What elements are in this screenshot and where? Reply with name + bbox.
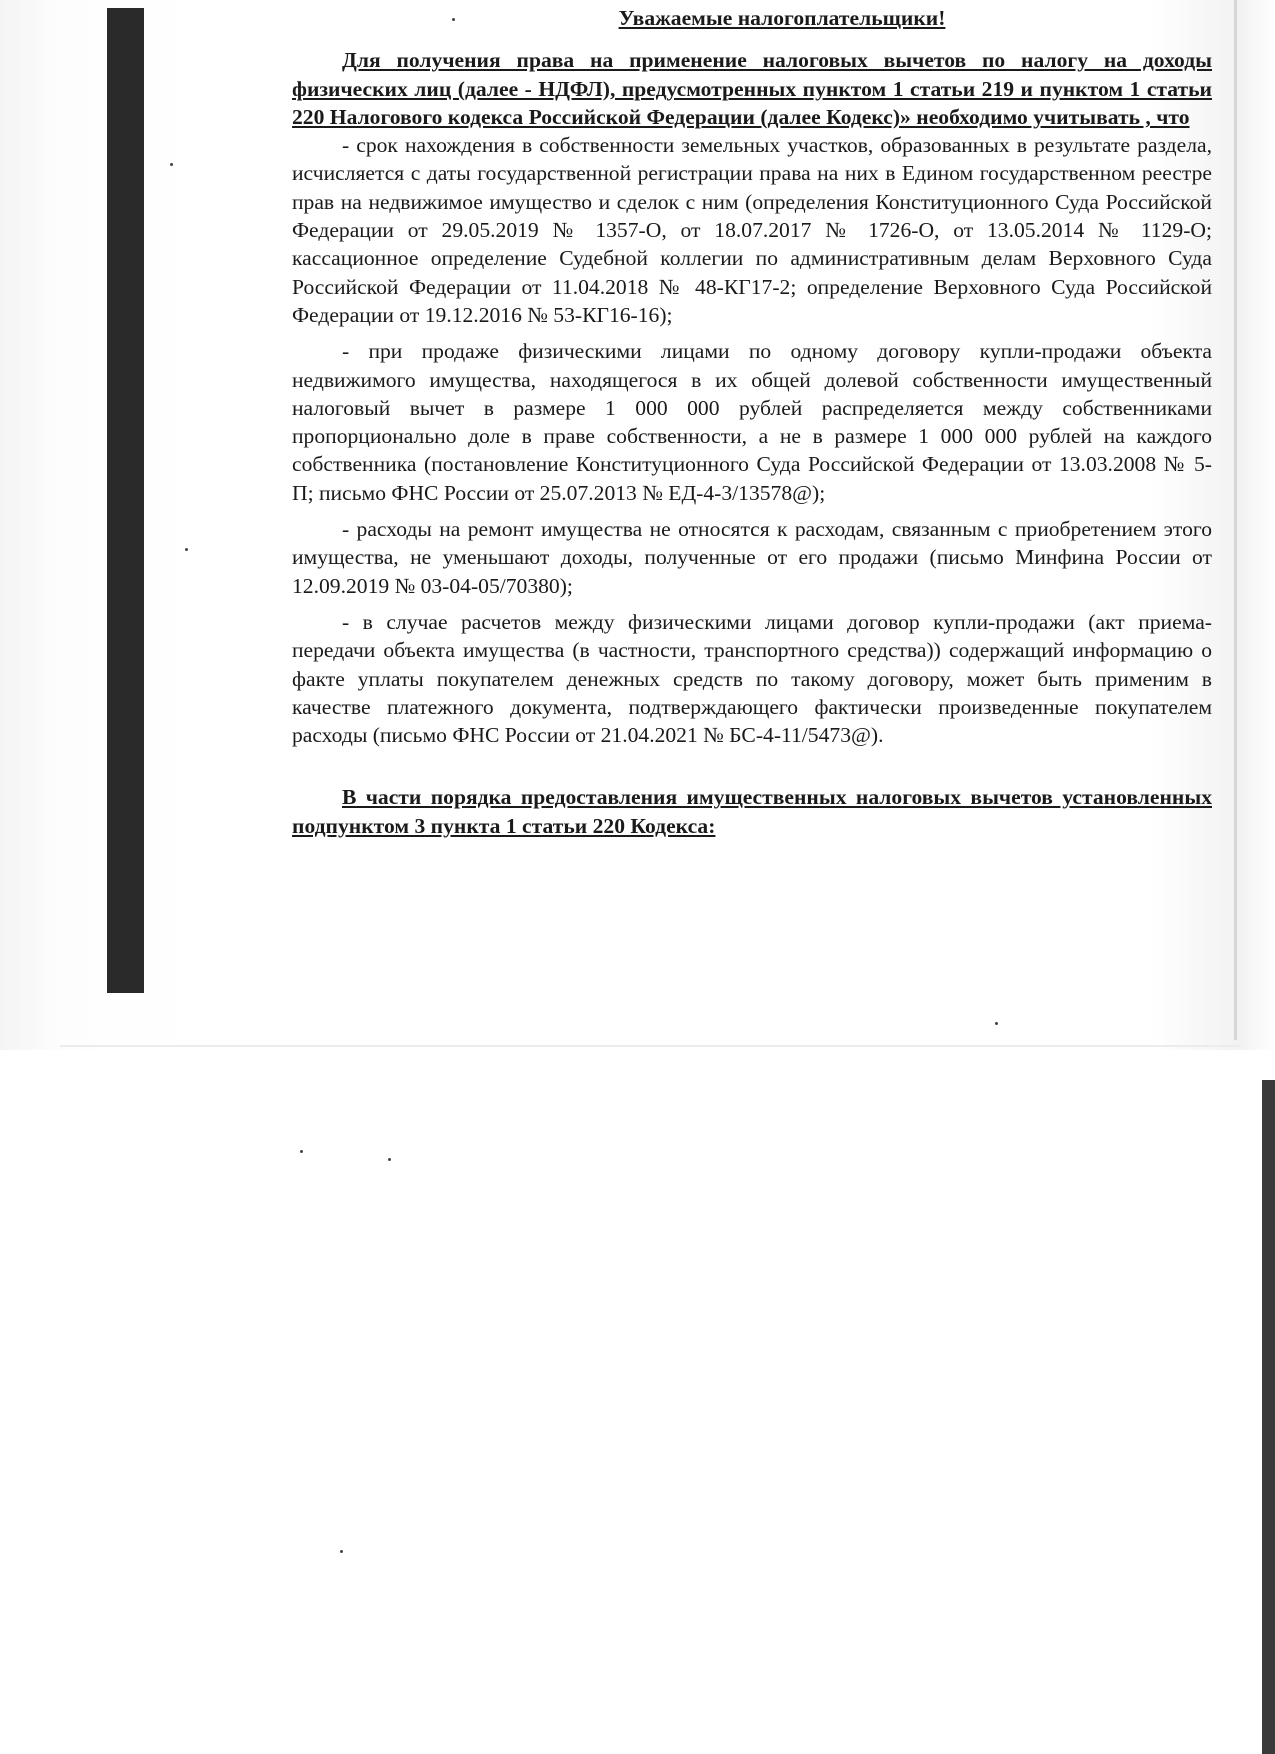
document-title: Уважаемые налогоплательщики!: [618, 6, 946, 30]
scan-speck: [995, 1022, 998, 1025]
scan-page-edge: [60, 1045, 1240, 1047]
scan-binding-shadow: [107, 8, 144, 993]
document-body: [292, 0, 1212, 840]
scan-right-edge-dark: [1262, 1080, 1275, 1754]
intro-heading: Для получения права на применение налоговых вычетов по налогу на доходы физических лиц (далее - НДФЛ), предусмотренных пунктом 1 статьи 219 и пунктом 1 статьи 220 Налогового кодекса Российской Федерации (далее Кодекс)» необходимо учитывать , что: [292, 48, 1212, 129]
scan-speck: [170, 163, 173, 166]
scan-speck: [340, 1550, 343, 1553]
list-item: - расходы на ремонт имущества не относятся к расходам, связанным с приобретением этого имущества, не уменьшают доходы, полученные от его продажи (письмо Минфина России от 12.09.2019 № 03-04-05/70380);: [292, 517, 1212, 598]
list-item: - срок нахождения в собственности земельных участков, образованных в результате раздела, исчисляется с даты государственной регистрации права на них в Едином государственном реестре прав на недвижимое имущество и сделок с ним (определения Конституционного Суда Российской Федерации от 29.05.2019 № 1357-О, от 18.07.2017 № 1726-О, от 13.05.2014 № 1129-О; кассационное определение Судебной коллегии по административным делам Верховного Суда Российской Федерации от 11.04.2018 № 48-КГ17-2; определение Верховного Суда Российской Федерации от 19.12.2016 № 53-КГ16-16);: [292, 133, 1212, 327]
list-item: - при продаже физическими лицами по одному договору купли-продажи объекта недвижимого имущества, находящегося в их общей долевой собственности имущественный налоговый вычет в размере 1 000 000 рублей распределяется между собственниками пропорционально доле в праве собственности, а не в размере 1 000 000 рублей на каждого собственника (постановление Конституционного Суда Российской Федерации от 13.03.2008 № 5-П; письмо ФНС России от 25.07.2013 № ЕД-4-3/13578@);: [292, 339, 1212, 505]
scan-speck: [300, 1150, 303, 1153]
list-item: - в случае расчетов между физическими лицами договор купли-продажи (акт приема-передачи объекта имущества (в частности, транспортного средства)) содержащий информацию о факте уплаты покупателем денежных средств по такому договору, может быть применим в качестве платежного документа, подтверждающего фактически произведенные покупателем расходы (письмо ФНС России от 21.04.2021 № БС-4-11/5473@).: [292, 609, 1212, 748]
scan-right-edge: [1234, 0, 1237, 1040]
scan-speck: [185, 548, 188, 551]
section-heading: В части порядка предоставления имущественных налоговых вычетов установленных подпунктом 3 пункта 1 статьи 220 Кодекса:: [292, 785, 1212, 838]
scan-speck: [388, 1158, 391, 1161]
